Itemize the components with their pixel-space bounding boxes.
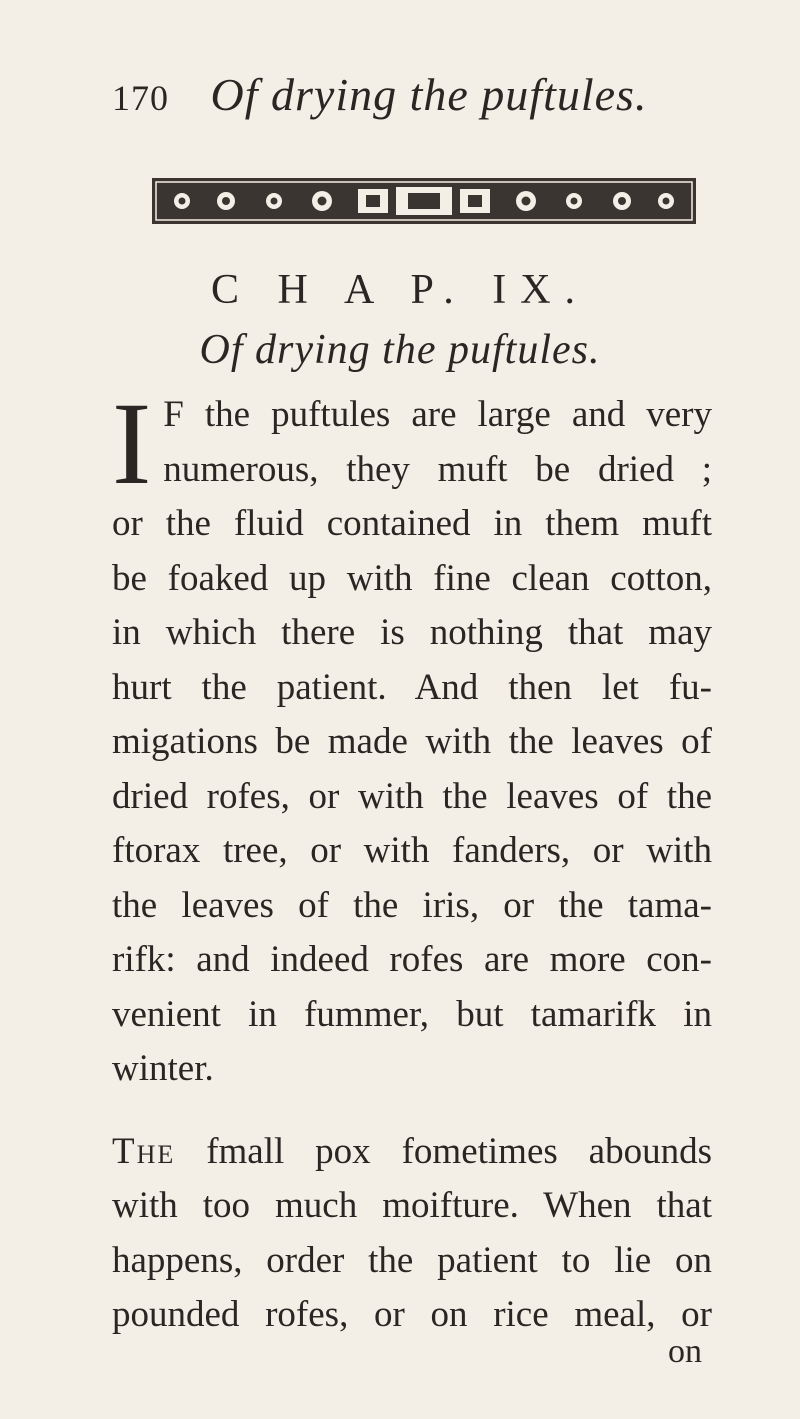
text-line: hurt the patient. And then let fu-	[112, 666, 712, 708]
page-number: 170	[112, 78, 169, 118]
text-line: ftorax tree, or with fanders, or with	[112, 830, 712, 871]
chapter-title: Of drying the puftules.	[199, 327, 601, 373]
text-line: F the puftules are large and very	[163, 394, 712, 435]
paragraph-1	[112, 388, 712, 497]
text-line: pounded rofes, or on rice meal, or	[112, 1294, 712, 1335]
running-title: Of drying the puftules.	[210, 69, 648, 120]
paragraph-2	[112, 1125, 712, 1343]
text-line: venient in fummer, but tamarifk in	[112, 993, 712, 1035]
text-line: numerous, they muft be dried ;	[163, 448, 712, 490]
text-line: winter.	[112, 1048, 214, 1089]
drop-cap: I	[112, 388, 152, 497]
body-text	[112, 388, 712, 1343]
text-line: rifk: and indeed rofes are more con-	[112, 939, 712, 980]
catchword: on	[668, 1333, 702, 1370]
text-line: in which there is nothing that may	[112, 612, 712, 653]
headpiece-ornament	[152, 178, 696, 224]
running-head	[112, 68, 647, 121]
lead-word: The	[112, 1130, 176, 1172]
text-line	[112, 1125, 712, 1180]
text-line: with too much moifture. When that	[112, 1185, 712, 1226]
text-line: dried rofes, or with the leaves of the	[112, 775, 712, 817]
text-line: be foaked up with fine clean cotton,	[112, 557, 712, 599]
lead-line-rest: fmall pox fometimes abounds	[206, 1130, 713, 1172]
text-line: migations be made with the leaves of	[112, 721, 712, 762]
text-line: the leaves of the iris, or the tama-	[112, 884, 712, 926]
chapter-label: C H A P. IX.	[210, 267, 590, 313]
text-line: or the fluid contained in them muft	[112, 503, 712, 544]
text-line: happens, order the patient to lie on	[112, 1239, 712, 1281]
